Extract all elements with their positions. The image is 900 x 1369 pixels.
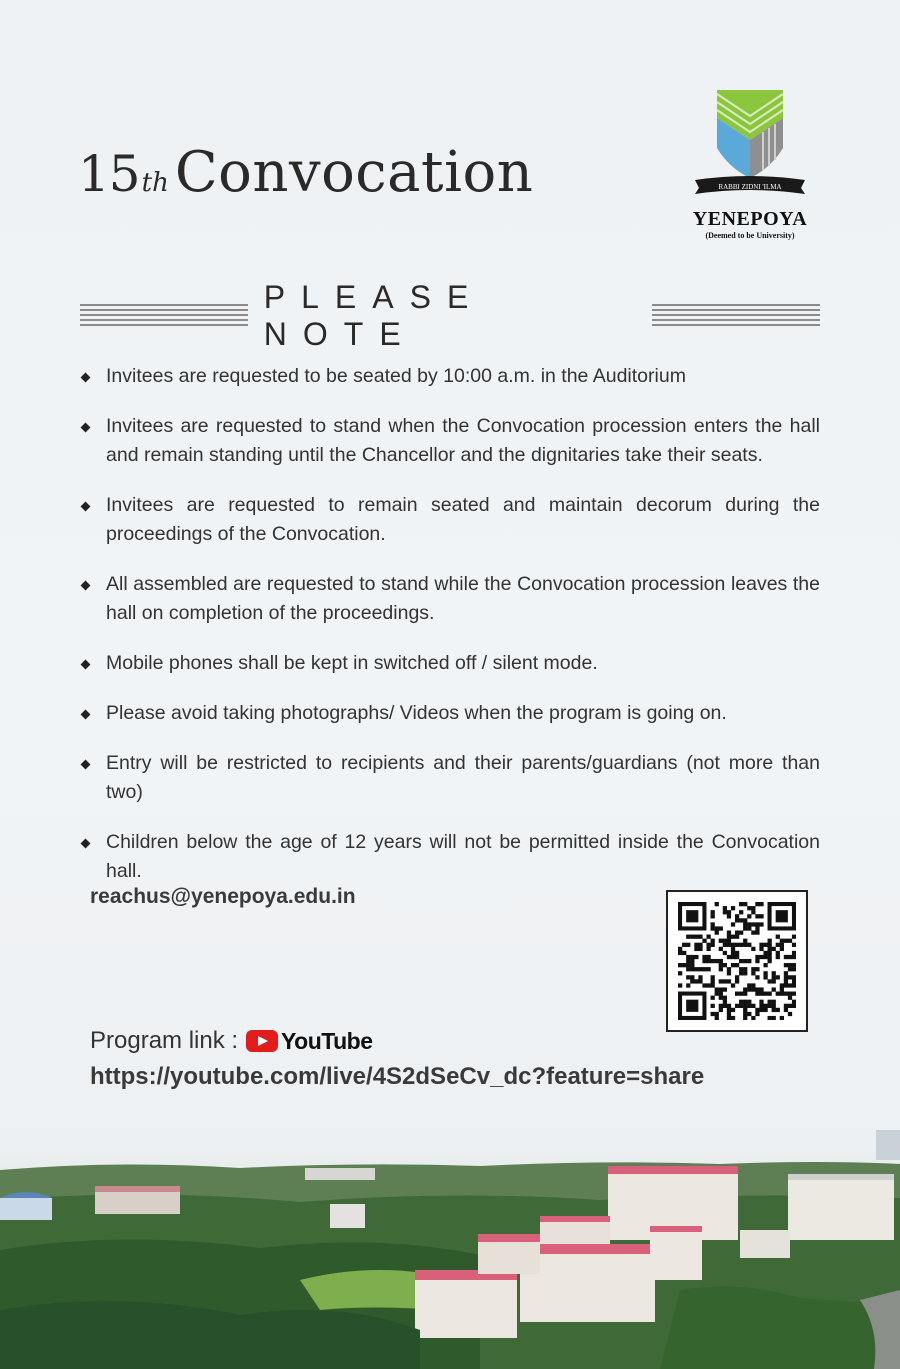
- note-text: Entry will be restricted to recipients and their parents/guardians (not more than two): [106, 752, 820, 803]
- note-text: Invitees are requested to stand when the Convocation procession enters the hall and remain standing until the Chancellor and the dignitaries take their seats.: [106, 415, 820, 466]
- note-item: [80, 491, 820, 549]
- university-logo: [686, 88, 814, 244]
- note-text: Please avoid taking photographs/ Videos when the program is going on.: [106, 702, 727, 724]
- diamond-bullet-icon: [81, 423, 91, 433]
- note-text: Children below the age of 12 years will not be permitted inside the Convocation hall.: [106, 831, 820, 882]
- note-text: Invitees are requested to remain seated and maintain decorum during the proceedings of the Convocation.: [106, 494, 820, 545]
- youtube-logo[interactable]: [246, 1028, 372, 1055]
- title-ordinal: th: [141, 168, 169, 198]
- please-note-heading: [80, 279, 820, 352]
- page-title: [78, 140, 533, 205]
- note-item: [80, 412, 820, 470]
- logo-name: YENEPOYA: [692, 208, 808, 230]
- diamond-bullet-icon: [81, 373, 91, 383]
- note-item: [80, 699, 820, 728]
- diamond-bullet-icon: [81, 660, 91, 670]
- note-text: Invitees are requested to be seated by 10:00 a.m. in the Auditorium: [106, 365, 686, 387]
- notes-list: [80, 362, 820, 886]
- youtube-wordmark: YouTube: [281, 1027, 373, 1054]
- title-number: 15: [78, 145, 140, 203]
- motto-ribbon: [693, 176, 807, 196]
- note-item: [80, 570, 820, 628]
- diamond-bullet-icon: [81, 760, 91, 770]
- logo-motto: RABBI ZIDNI 'ILMA: [718, 183, 782, 191]
- note-item: [80, 828, 820, 886]
- diamond-bullet-icon: [81, 502, 91, 512]
- heading-text: PLEASE NOTE: [263, 279, 485, 352]
- program-label: Program link :: [90, 1027, 239, 1054]
- shield-icon: [715, 88, 785, 180]
- youtube-play-icon: [246, 1030, 278, 1052]
- diamond-bullet-icon: [81, 839, 91, 849]
- note-item: [80, 749, 820, 807]
- note-text: Mobile phones shall be kept in switched off / silent mode.: [106, 652, 598, 674]
- note-item: [80, 362, 820, 391]
- qr-code[interactable]: [666, 890, 808, 1032]
- heading-rule-left: [80, 304, 248, 328]
- title-word: Convocation: [174, 140, 534, 205]
- contact-email[interactable]: reachus@yenepoya.edu.in: [90, 885, 356, 908]
- program-url[interactable]: https://youtube.com/live/4S2dSeCv_dc?feature=share: [90, 1063, 705, 1090]
- heading-rule-right: [652, 304, 820, 328]
- note-text: All assembled are requested to stand while the Convocation procession leaves the hall on completion of the proceedings.: [106, 573, 820, 624]
- program-link-row: [90, 1027, 373, 1055]
- logo-subtitle: (Deemed to be University): [705, 231, 795, 240]
- diamond-bullet-icon: [81, 581, 91, 591]
- diamond-bullet-icon: [81, 710, 91, 720]
- campus-aerial-image: [0, 1130, 900, 1369]
- note-item: [80, 649, 820, 678]
- qr-code-pattern: [678, 902, 796, 1020]
